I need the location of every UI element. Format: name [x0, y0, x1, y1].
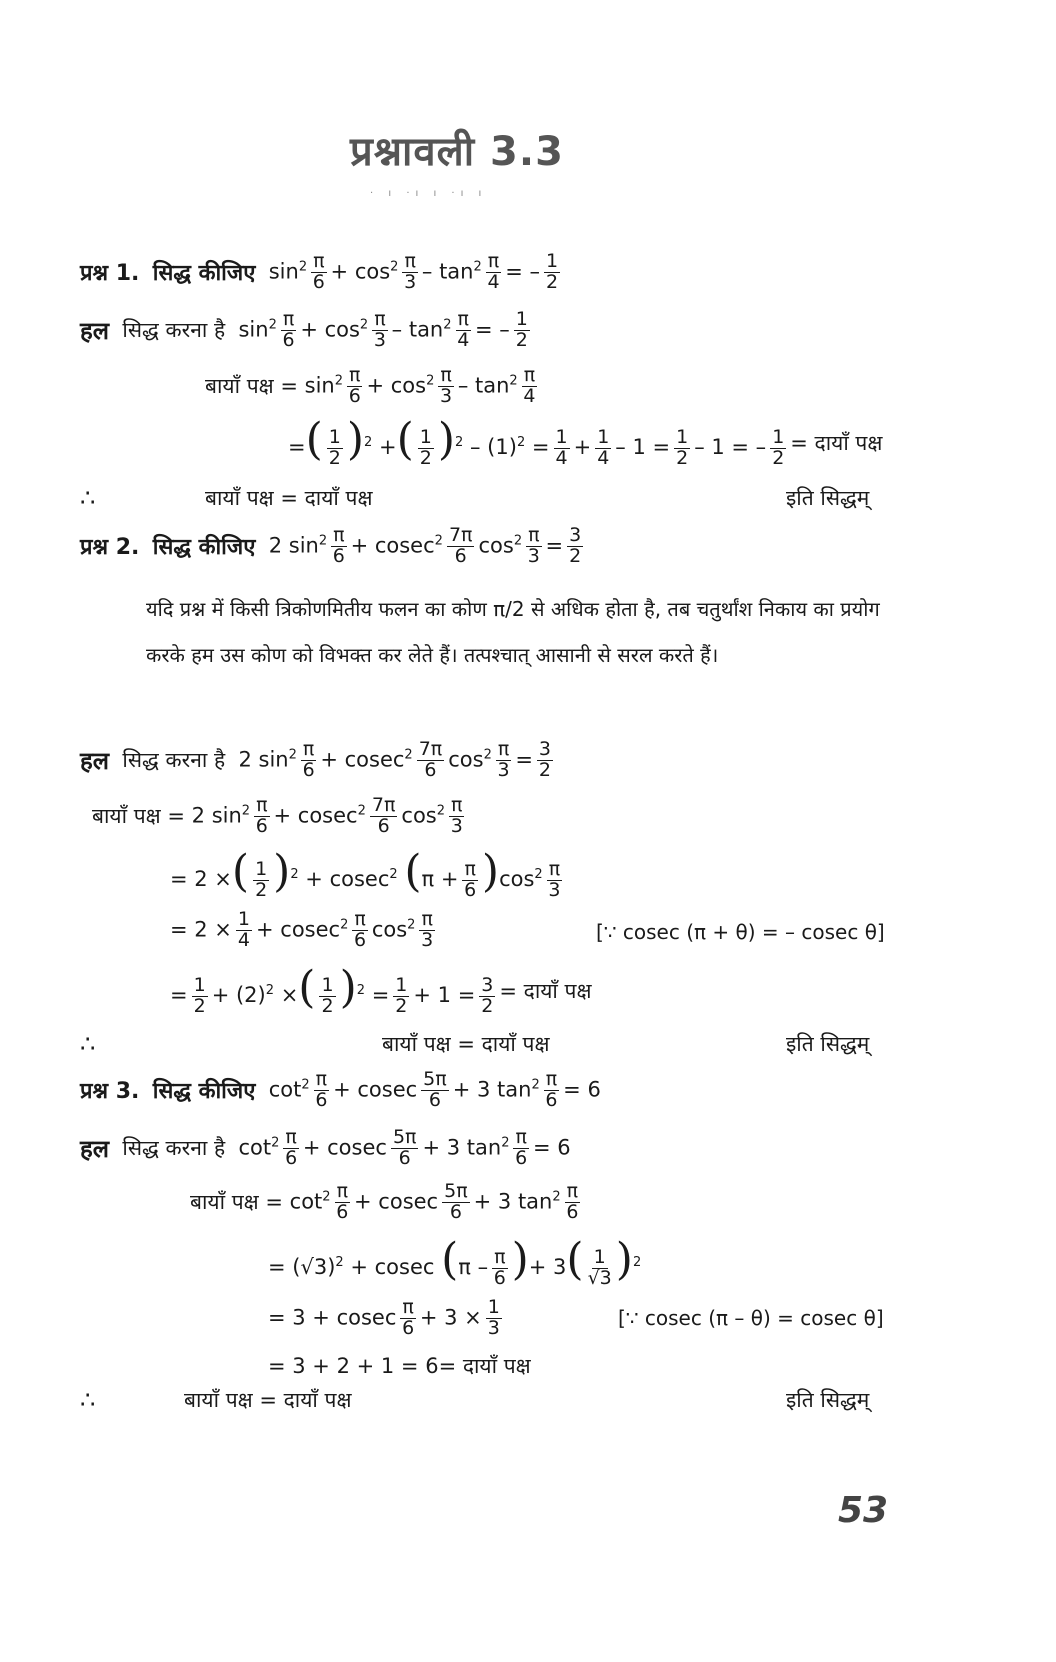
q2-prompt: सिद्ध कीजिए	[152, 535, 256, 561]
page-title: प्रश्नावली 3.3	[350, 129, 564, 175]
q1-qed: इति सिद्धम्	[786, 486, 870, 510]
q1-equation: $\sin^2$ $\frac{\pi}{6}$ + $\cos^2$ $\frac{\pi}{3}$ – $\tan^2$ $\frac{\pi}{4}$ = – $\frac{1}{2}$	[268, 250, 559, 293]
q3-lhs: बायाँ पक्ष = $\cot^2$ $\frac{\pi}{6}$ + cosec $\frac{5\pi}{6}$ + 3 $\tan^2$ $\frac{\pi}{6}$	[190, 1180, 579, 1223]
q1-statement	[80, 252, 564, 293]
page-number: 53	[838, 1490, 889, 1531]
q2-label: प्रश्न 2.	[80, 535, 140, 561]
q2-therefore: ∴	[80, 1030, 96, 1058]
q3-qed: इति सिद्धम्	[786, 1388, 870, 1412]
q3-therefore: ∴	[80, 1386, 96, 1414]
q3-solution-start: हल सिद्ध करना है $\cot^2$ $\frac{\pi}{6}$ + cosec $\frac{5\pi}{6}$ + 3 $\tan^2$ $\frac{\pi}{6}$ = 6	[80, 1126, 571, 1169]
q3-hal: हल	[80, 1134, 110, 1163]
q2-note: यदि प्रश्न में किसी त्रिकोणमितीय फलन का कोण π/2 से अधिक होता है, तब चतुर्थांश निकाय का प्रयोग करके हम उस कोण को विभक्त कर लेते हैं। तत्पश्चात् आसानी से सरल करते हैं।	[146, 597, 880, 667]
q2-hal: हल	[80, 746, 110, 775]
q2-lhs: बायाँ पक्ष = 2 $\sin^2$ $\frac{\pi}{6}$ + cosec$^2$ $\frac{7\pi}{6}$ $\cos^2$ $\frac{\pi}{3}$	[92, 794, 463, 837]
q1-to-prove: सिद्ध करना है	[122, 318, 226, 343]
q2-solution-start: हल सिद्ध करना है 2 $\sin^2$ $\frac{\pi}{6}$ + cosec$^2$ $\frac{7\pi}{6}$ $\cos^2$ $\frac{\pi}{3}$ = $\frac{3}{2}$	[80, 738, 552, 781]
q3-step-2: = 3 + cosec $\frac{\pi}{6}$ + 3 × $\frac{1}{3}$	[268, 1296, 500, 1339]
q2-step-1: = 2 ×( $\frac{1}{2}$ )$^2$ + cosec$^2$ (π + $\frac{\pi}{6}$ )$\cos^2$ $\frac{\pi}{3}$	[170, 846, 561, 901]
q3-label: प्रश्न 3.	[80, 1079, 140, 1105]
q1-prompt: सिद्ध कीजिए	[152, 261, 256, 287]
q3-conclusion: बायाँ पक्ष = दायाँ पक्ष	[184, 1388, 352, 1412]
q2-step-3: = $\frac{1}{2}$ + $(2)^2$ ×( $\frac{1}{2}$ )$^2$ = $\frac{1}{2}$ + 1 = $\frac{3}{2}$ = दायाँ पक्ष	[170, 962, 592, 1017]
q1-step: =( $\frac{1}{2}$ )$^2$ +( $\frac{1}{2}$ )$^2 - (1)^2$ = $\frac{1}{4}$ + $\frac{1}{4}$ – 1 = $\frac{1}{2}$ – 1 = – $\frac{1}{2}$ = दायाँ पक्ष	[288, 414, 883, 469]
q1-conclusion: बायाँ पक्ष = दायाँ पक्ष	[205, 486, 373, 510]
decorative-dots: · ı ·ı ı ·ı ı	[370, 188, 488, 199]
q1-lhs: बायाँ पक्ष = $\sin^2$ $\frac{\pi}{6}$ + $\cos^2$ $\frac{\pi}{3}$ – $\tan^2$ $\frac{\pi}{4}$	[205, 364, 536, 407]
q1-label: प्रश्न 1.	[80, 261, 140, 287]
q3-step-1: = $(√3)^2 + cosec$ (π – $\frac{\pi}{6}$ )+ 3( $\frac{1}{√3}$ )$^2$	[268, 1234, 642, 1289]
q1-therefore: ∴	[80, 484, 96, 512]
q1-solution-start: हल सिद्ध करना है $\sin^2$ $\frac{\pi}{6}$ + $\cos^2$ $\frac{\pi}{3}$ – $\tan^2$ $\frac{\pi}{4}$ = – $\frac{1}{2}$	[80, 308, 528, 351]
q3-reason: [∵ cosec (π – θ) = cosec θ]	[618, 1306, 884, 1330]
q3-statement: प्रश्न 3. सिद्ध कीजिए $\cot^2$ $\frac{\pi}{6}$ + cosec $\frac{5\pi}{6}$ + 3 $\tan^2$ $\frac{\pi}{6}$ = 6	[80, 1068, 601, 1111]
q1-hal: हल	[80, 316, 110, 345]
q2-statement: प्रश्न 2. सिद्ध कीजिए 2 $\sin^2$ $\frac{\pi}{6}$ + cosec$^2$ $\frac{7\pi}{6}$ $\cos^2$ $\frac{\pi}{3}$ = $\frac{3}{2}$	[80, 524, 582, 567]
q2-qed: इति सिद्धम्	[786, 1032, 870, 1056]
q3-step-3: = 3 + 2 + 1 = 6 = दायाँ पक्ष	[268, 1354, 531, 1378]
q2-step-2: = 2 × $\frac{1}{4}$ + cosec$^2$ $\frac{\pi}{6}$ $\cos^2$ $\frac{\pi}{3}$	[170, 908, 434, 951]
q2-reason: [∵ cosec (π + θ) = – cosec θ]	[596, 920, 885, 944]
q2-conclusion: बायाँ पक्ष = दायाँ पक्ष	[382, 1032, 550, 1056]
q3-prompt: सिद्ध कीजिए	[152, 1079, 256, 1105]
